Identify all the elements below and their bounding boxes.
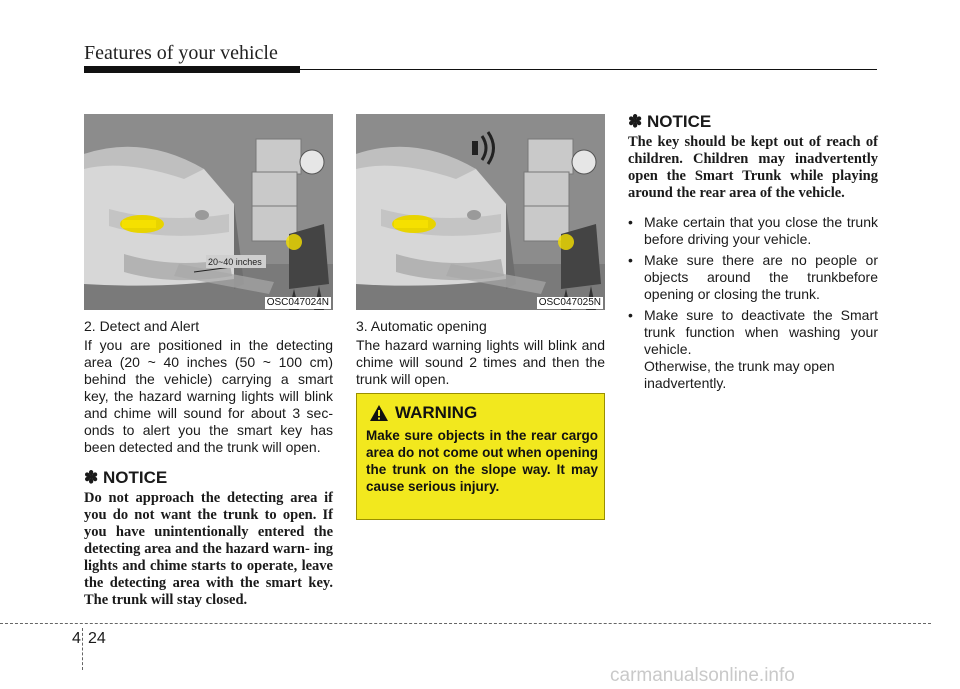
header-bar	[84, 66, 300, 73]
footer-separator	[82, 628, 84, 670]
distance-label: 20~40 inches	[208, 257, 262, 267]
warning-title: WARNING	[395, 403, 478, 422]
figure-automatic-opening	[356, 114, 605, 310]
notice-heading-right	[628, 112, 711, 132]
car-rear-illustration	[84, 114, 333, 310]
body-automatic-opening: The hazard warning lights will blink and chime will sound 2 times and then the trunk will open.	[356, 337, 605, 387]
warning-text: Make sure objects in the rear cargo area do not come out when opening the trunk on the slope way. It may cause serious injury.	[366, 428, 598, 494]
chapter-number: 4	[72, 630, 81, 647]
warning-box	[356, 393, 605, 520]
bullet-icon: •	[628, 307, 633, 323]
list-item: • Make certain that you close the trunk before driving your vehicle.	[628, 214, 878, 247]
bullet-note: Otherwise, the trunk may open inadvertently.	[644, 358, 835, 391]
car-rear-chime-illustration	[356, 114, 605, 310]
notice-title: NOTICE	[646, 112, 712, 131]
watermark: carmanualsonline.info	[610, 665, 795, 686]
page-header-title: Features of your vehicle	[84, 42, 278, 64]
footer-rule	[0, 623, 931, 624]
header-rule	[300, 69, 877, 70]
notice-star-icon: ✽	[84, 468, 99, 487]
notice-heading-left	[84, 468, 167, 488]
body-detect-and-alert: If you are positioned in the detecting area (20 ~ 40 inches (50 ~ 100 cm) behind the vehicle) carrying a smart key, the hazard warning lights will blink and chime will sound for about 3 sec- onds to alert you the smart key has been detected and the trunk will open.	[84, 337, 333, 455]
caption-detect-and-alert: 2. Detect and Alert	[84, 318, 200, 334]
bullet-icon: •	[628, 214, 633, 230]
page-number: 24	[88, 630, 106, 647]
list-item: • Make sure to deactivate the Smart trunk function when washing your vehicle.	[628, 307, 878, 357]
figure-code: OSC047024N	[266, 297, 329, 308]
notice-text-left: Do not approach the detecting area if you do not want the trunk to open. If you have unintentionally entered the detecting area and the hazard warn- ing lights and chime starts to operate, leave the detecting area with the smart key. The trunk will stay closed.	[84, 490, 333, 608]
notice-star-icon: ✽	[628, 112, 643, 131]
warning-triangle-icon	[369, 404, 389, 422]
figure-code: OSC047025N	[538, 297, 601, 308]
list-item: • Make sure there are no people or objects around the trunkbefore opening or closing the trunk.	[628, 252, 878, 302]
bullet-icon: •	[628, 252, 633, 268]
figure-detect-and-alert	[84, 114, 333, 310]
caption-automatic-opening: 3. Automatic opening	[356, 318, 487, 334]
notice-title: NOTICE	[102, 468, 168, 487]
notice-text-right: The key should be kept out of reach of children. Children may inadvertently open the Smart Trunk while playing around the rear area of the vehicle.	[628, 134, 878, 201]
bullet-list	[628, 214, 878, 362]
